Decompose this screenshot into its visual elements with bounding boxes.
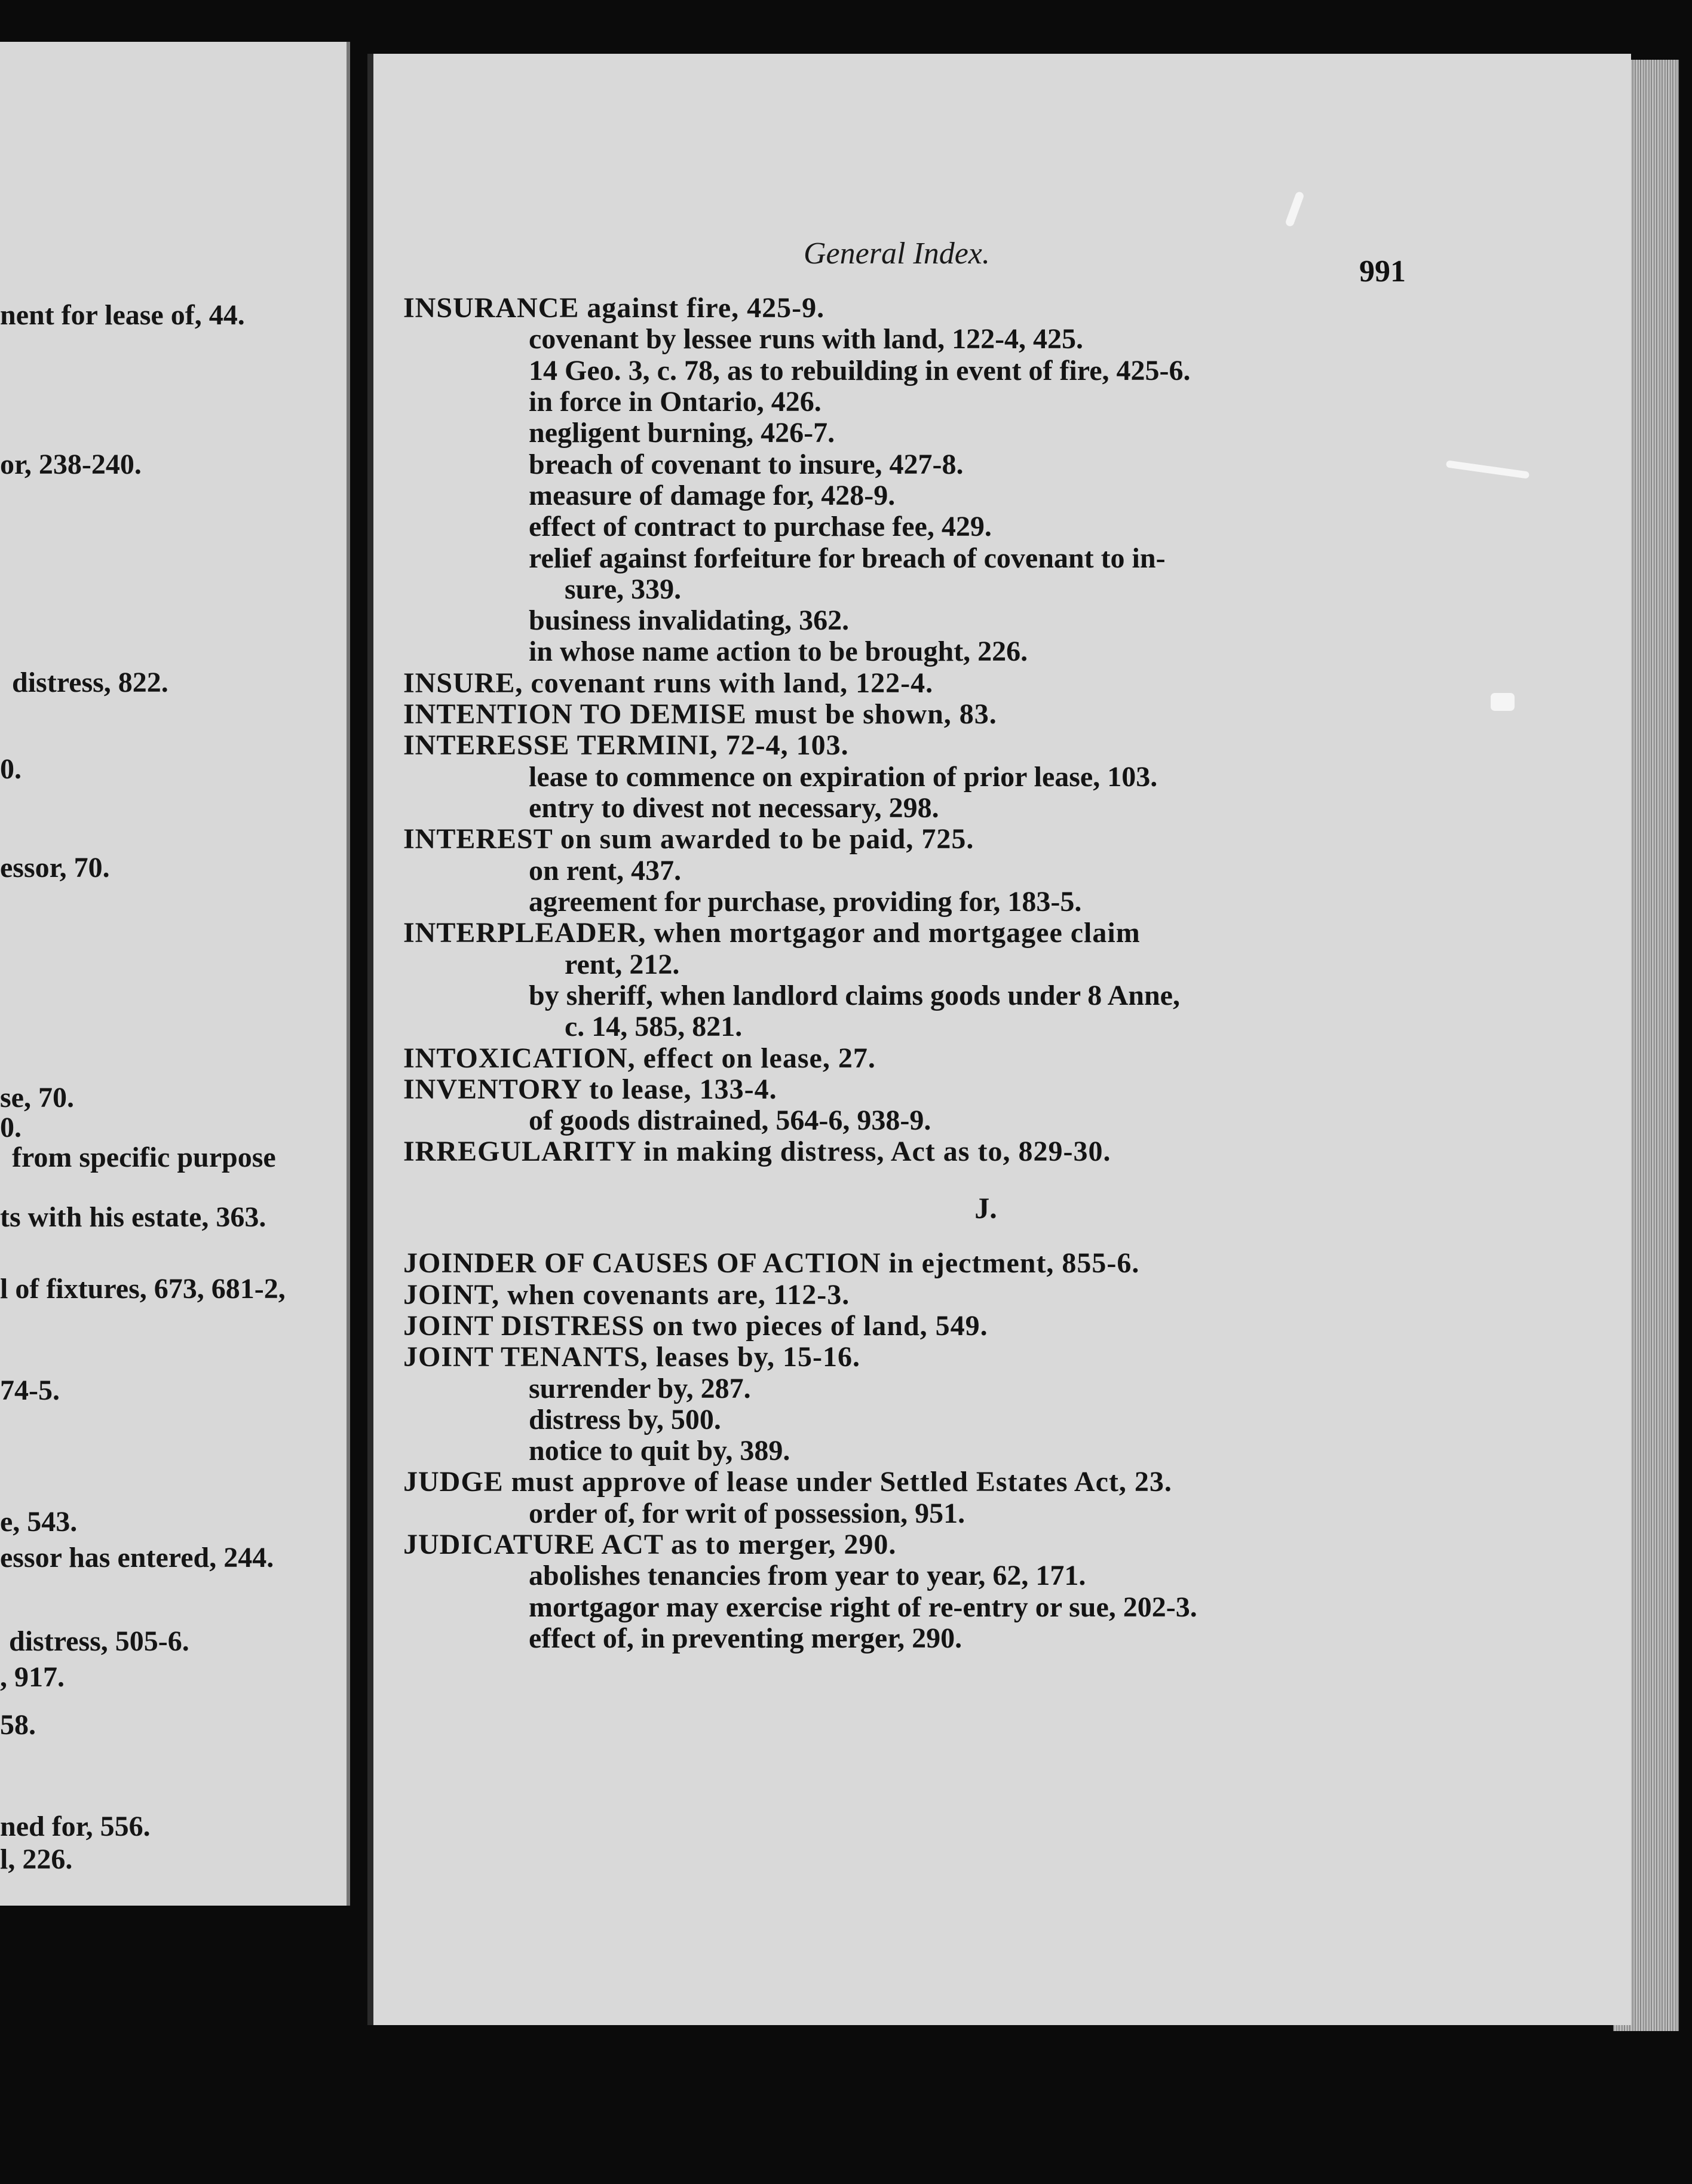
index-subentry: entry to divest not necessary, 298. (529, 792, 939, 824)
left-fragment: e, 543. (0, 1506, 78, 1538)
index-continuation: sure, 339. (565, 573, 682, 605)
index-subentry: relief against forfeiture for breach of covenant to in- (529, 542, 1166, 574)
index-page (367, 54, 1631, 2025)
left-fragment: or, 238-240. (0, 449, 142, 480)
index-heading: INTENTION TO DEMISE must be shown, 83. (403, 698, 997, 731)
index-heading: IRREGULARITY in making distress, Act as to, 829-30. (403, 1136, 1111, 1168)
left-fragment: distress, 822. (12, 667, 168, 698)
left-fragment: 0. (0, 753, 22, 785)
index-heading: INTOXICATION, effect on lease, 27. (403, 1042, 876, 1074)
left-fragment: ts with his estate, 363. (0, 1201, 266, 1233)
left-fragment: 58. (0, 1709, 36, 1741)
index-entries-i (403, 293, 1568, 1168)
left-fragment: distress, 505-6. (9, 1625, 189, 1657)
index-subentry: breach of covenant to insure, 427-8. (529, 448, 964, 480)
index-subentry: 14 Geo. 3, c. 78, as to rebuilding in event of fire, 425-6. (529, 354, 1191, 387)
index-heading: INTERESSE TERMINI, 72-4, 103. (403, 729, 849, 762)
index-subentry: in force in Ontario, 426. (529, 385, 822, 418)
left-fragment: essor, 70. (0, 852, 110, 884)
left-page (0, 42, 350, 1906)
index-heading: JOINDER OF CAUSES OF ACTION in ejectment, 855-6. (403, 1247, 1140, 1280)
index-body (403, 293, 1568, 1654)
index-heading: INSURE, covenant runs with land, 122-4. (403, 667, 934, 699)
left-fragment: , 917. (0, 1661, 65, 1693)
index-subentry: effect of, in preventing merger, 290. (529, 1622, 963, 1654)
index-heading: JUDICATURE ACT as to merger, 290. (403, 1529, 897, 1561)
index-subentry: measure of damage for, 428-9. (529, 479, 896, 511)
index-subentry: mortgagor may exercise right of re-entry or sue, 202-3. (529, 1591, 1197, 1623)
index-subentry: abolishes tenancies from year to year, 62, 171. (529, 1560, 1086, 1592)
index-subentry: order of, for writ of possession, 951. (529, 1497, 965, 1529)
index-subentry: business invalidating, 362. (529, 605, 850, 637)
section-letter: J. (974, 1191, 997, 1225)
left-fragment: nent for lease of, 44. (0, 299, 245, 331)
left-fragment: l, 226. (0, 1843, 73, 1875)
index-heading: INTEREST on sum awarded to be paid, 725. (403, 823, 974, 855)
index-heading: JOINT DISTRESS on two pieces of land, 549. (403, 1309, 988, 1342)
index-continuation: rent, 212. (565, 948, 680, 980)
index-heading: INVENTORY to lease, 133-4. (403, 1073, 777, 1105)
index-entries-j (403, 1248, 1568, 1654)
left-fragment: 74-5. (0, 1375, 60, 1406)
index-subentry: surrender by, 287. (529, 1372, 751, 1404)
left-fragment: essor has entered, 244. (0, 1542, 274, 1573)
running-head: General Index. (804, 237, 990, 271)
index-heading: JOINT TENANTS, leases by, 15-16. (403, 1341, 861, 1373)
left-fragment: ned for, 556. (0, 1811, 151, 1842)
left-fragment: l of fixtures, 673, 681-2, (0, 1273, 286, 1305)
index-heading: JUDGE must approve of lease under Settled Estates Act, 23. (403, 1466, 1172, 1498)
index-subentry: effect of contract to purchase fee, 429. (529, 511, 992, 543)
index-heading: JOINT, when covenants are, 112-3. (403, 1278, 850, 1311)
left-fragment: 0. (0, 1112, 22, 1143)
index-subentry: distress by, 500. (529, 1403, 721, 1435)
index-subentry: in whose name action to be brought, 226. (529, 636, 1028, 668)
index-subentry: by sheriff, when landlord claims goods under 8 Anne, (529, 979, 1180, 1011)
index-subentry: agreement for purchase, providing for, 183-5. (529, 885, 1082, 918)
index-subentry: covenant by lessee runs with land, 122-4, 425. (529, 323, 1084, 355)
paper-blemish (1285, 191, 1305, 227)
index-heading: INTERPLEADER, when mortgagor and mortgagee claim (403, 917, 1141, 949)
left-fragment: from specific purpose (12, 1142, 276, 1173)
index-subentry: notice to quit by, 389. (529, 1435, 790, 1467)
index-subentry: negligent burning, 426-7. (529, 417, 835, 449)
index-continuation: c. 14, 585, 821. (565, 1011, 743, 1043)
index-heading: INSURANCE against fire, 425-9. (403, 292, 825, 324)
index-subentry: lease to commence on expiration of prior lease, 103. (529, 760, 1158, 793)
page-number: 991 (1359, 254, 1406, 289)
index-subentry: on rent, 437. (529, 854, 682, 887)
index-subentry: of goods distrained, 564-6, 938-9. (529, 1105, 931, 1137)
left-fragment: se, 70. (0, 1082, 74, 1114)
